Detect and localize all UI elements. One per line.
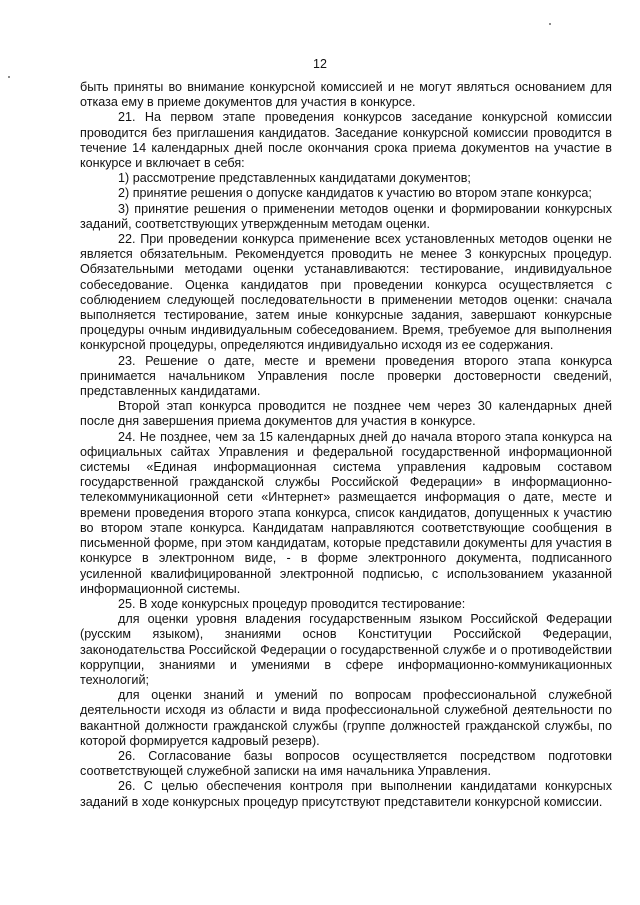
paragraph-21: 21. На первом этапе проведения конкурсов заседание конкурсной комиссии проводится без приглашения кандидатов. Заседание конкурсной комиссии проводится в течение 14 календарных дней после окончания срока приема документов на участие в конкурсе и включает в себя:	[80, 110, 612, 171]
paragraph-22: 22. При проведении конкурса применение всех установленных методов оценки не является обязательным. Рекомендуется проводить не менее 3 конкурсных процедур. Обязательными методами оценки устанавливаются: тестирование, индивидуальное собеседование. Оценка кандидатов при проведении конкурса осуществляется с соблюдением следующей последовательности в применении методов оценки: сначала выполняется тестирование, затем иные конкурсные задания, завершают конкурсные процедуры очным индивидуальным собеседованием. Время, требуемое для выполнения конкурсной процедуры, определяются индивидуально исходя из ее содержания.	[80, 232, 612, 353]
document-body	[80, 80, 612, 810]
paragraph-26-control: 26. С целью обеспечения контроля при выполнении кандидатами конкурсных заданий в ходе конкурсных процедур присутствуют представители конкурсной комиссии.	[80, 779, 612, 809]
page-number: 12	[313, 57, 327, 71]
paragraph-continuation: быть приняты во внимание конкурсной комиссией и не могут являться основанием для отказа ему в приеме документов для участия в конкурсе.	[80, 80, 612, 110]
list-item-2: 2) принятие решения о допуске кандидатов к участию во втором этапе конкурса;	[118, 186, 592, 201]
list-item-3: 3) принятие решения о применении методов оценки и формировании конкурсных заданий, соответствующих утвержденным методам оценки.	[80, 201, 612, 231]
paragraph-25: 25. В ходе конкурсных процедур проводится тестирование:	[118, 596, 466, 611]
paragraph-23-second-stage: Второй этап конкурса проводится не позднее чем через 30 календарных дней после дня завершения приема документов для участия в конкурсе.	[80, 399, 612, 429]
list-item-1: 1) рассмотрение представленных кандидатами документов;	[118, 171, 471, 186]
paragraph-25-item-language: для оценки уровня владения государственным языком Российской Федерации (русским языком), знаниями основ Конституции Российской Федерации, законодательства Российской Федерации о государственной службе и о противодействии коррупции, знаниями и умениями в сфере информационно-коммуникационных технологий;	[80, 612, 612, 687]
paragraph-23: 23. Решение о дате, месте и времени проведения второго этапа конкурса принимается начальником Управления после проверки достоверности сведений, представленных кандидатами.	[80, 353, 612, 399]
scan-speck	[8, 76, 10, 78]
scan-speck	[549, 23, 551, 25]
paragraph-24: 24. Не позднее, чем за 15 календарных дней до начала второго этапа конкурса на официальных сайтах Управления и федеральной государственной информационной системы «Единая информационная система управления кадровым составом государственной гражданской службы Российской Федерации» в информационно-телекоммуникационной сети «Интернет» размещается информация о дате, месте и времени проведения второго этапа конкурса, список кандидатов, допущенных к участию во втором этапе конкурса. Кандидатам направляются соответствующие сообщения в письменной форме, при этом кандидатам, которые представили документы для участия в конкурсе в электронном виде, - в форме электронного документа, подписанного усиленной квалифицированной электронной подписью, с использованием указанной информационной системы.	[80, 429, 612, 596]
paragraph-26-approval: 26. Согласование базы вопросов осуществляется посредством подготовки соответствующей служебной записки на имя начальника Управления.	[80, 748, 612, 779]
paragraph-25-item-professional: для оценки знаний и умений по вопросам профессиональной служебной деятельности исходя из области и вида профессиональной служебной деятельности по вакантной должности гражданской службы (группе должностей гражданской службы, по которой формируется кадровый резерв).	[80, 688, 612, 748]
